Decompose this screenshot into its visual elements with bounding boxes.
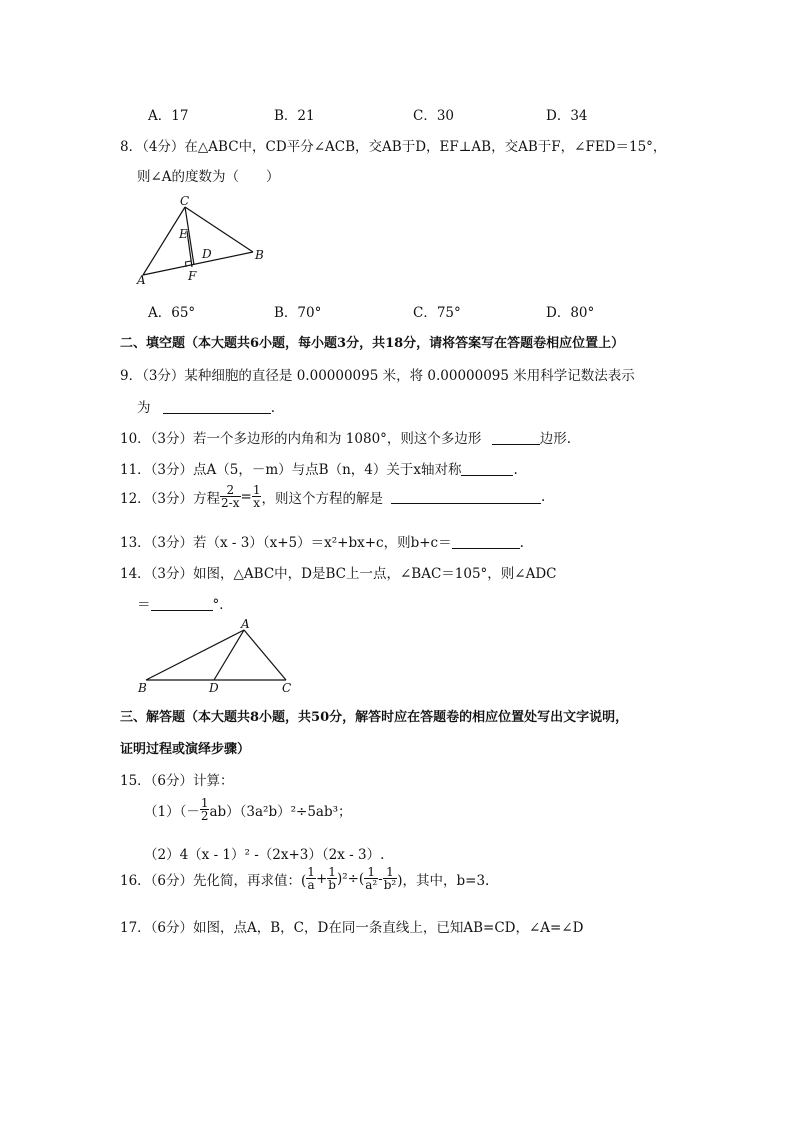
q10-line [120,427,571,447]
q14-line2 [137,593,233,613]
q14-line2-post: °． [212,597,233,613]
q12-fraction-right [252,484,262,509]
section2-heading: 二、填空题（本大题共6小题，每小题3分，共18分，请将答案写在答题卷相应位置上） [120,336,625,351]
q7-option-d: D．34 [546,108,588,124]
q11-answer-blank[interactable] [461,461,513,476]
section3-heading-line1: 三、解答题（本大题共8小题，共50分，解答时应在答题卷的相应位置处写出文字说明， [120,710,629,725]
q16-f2-den: b [328,878,336,892]
q13-line [120,531,524,551]
q9-answer-blank[interactable] [163,399,271,414]
q16-post: )，其中，b=3. [397,872,490,889]
side-cb [185,207,253,252]
q15-p1-frac-num: 1 [200,796,209,810]
q13-post: . [519,535,524,551]
q15-p1-pre: （1）（－ [144,803,200,820]
q15-part2: （2）4（x - 1）² -（2x+3）（2x - 3）. [144,847,385,863]
q8-option-d: D．80° [546,305,595,321]
label-c: C [282,681,292,695]
q16-f4-num: 1 [383,866,398,879]
q12-pre: 12．（3分）方程 [120,490,221,507]
q16-plus: + [315,870,328,887]
q8-option-b: B．70° [274,305,322,321]
q11-post: . [513,462,518,478]
q8-option-c: C．75° [413,305,461,321]
q16-mid: )²÷( [336,870,365,887]
q14-triangle-figure [132,618,302,698]
label-d: D [202,247,212,261]
q16-f2-num: 1 [328,865,336,879]
q16-f3-den: a² [365,878,378,892]
q16-f1-den: a [307,878,315,892]
side-ab [143,252,253,275]
side-ca [143,207,185,275]
q7-option-b: B．21 [274,108,315,124]
q10-answer-blank[interactable] [492,430,540,445]
q8-line1: 8．（4分）在△ABC中，CD平分∠ACB，交AB于D，EF⊥AB，交AB于F，∠FED＝15°， [120,139,667,155]
q16-frac1 [306,866,316,891]
q13-answer-blank[interactable] [452,534,520,549]
q9-line2-pre: 为 [137,400,151,416]
q16-f1-num: 1 [307,865,315,879]
q12-eq: = [240,488,252,505]
label-b: B [255,248,264,262]
q9-line2-post: . [270,400,276,416]
side-ac [244,630,286,680]
q15-part1 [144,797,352,822]
label-a: A [137,273,146,287]
section3-heading-line2: 证明过程或演绎步骤） [120,742,251,757]
label-b: B [138,681,147,695]
q12-line [120,484,545,509]
q12-fraction-left [220,484,240,509]
q16-f4-den: b² [383,878,397,892]
q16-frac4 [383,866,398,891]
q8-triangle-figure [130,192,280,292]
q10-pre: 10．（3分）若一个多边形的内角和为 1080°，则这个多边形 [120,431,482,447]
q11-pre: 11．（3分）点A（5，－m）与点B（n，4）关于x轴对称 [120,462,462,478]
q16-f3-num: 1 [364,866,378,879]
q15-p1-fraction [200,797,210,822]
q9-line2 [137,396,275,416]
q12-frac2-den: x [253,496,261,510]
q14-line1: 14．（3分）如图，△ABC中，D是BC上一点，∠BAC＝105°，则∠ADC [120,566,557,582]
q11-line [120,458,518,478]
q14-answer-blank[interactable] [151,596,213,611]
q7-option-a: A．17 [148,108,189,124]
q12-frac2-num: 1 [252,483,261,497]
q16-minus: - [378,870,383,887]
q16-pre: 16．（6分）先化简，再求值：( [120,872,307,889]
q17-line: 17．（6分）如图，点A，B，C，D在同一条直线上，已知AB=CD，∠A=∠D [120,920,584,936]
q16-frac2 [327,866,337,891]
label-e: E [179,227,188,241]
q15-title: 15．（6分）计算： [120,773,234,789]
q12-frac1-num: 2 [220,484,240,497]
q15-p1-post: ab）（3a²b）²÷5ab³； [209,803,352,820]
label-f: F [188,269,197,283]
q16-line [120,866,489,891]
label-d: D [209,681,219,695]
q14-line2-pre: ＝ [137,597,151,613]
q7-option-c: C．30 [413,108,455,124]
q15-p1-frac-den: 2 [200,809,209,823]
q13-pre: 13．（3分）若（x - 3）（x+5）＝x²+bx+c，则b+c＝ [120,535,452,551]
q12-post: . [540,488,546,505]
label-a: A [241,618,250,631]
q16-frac3 [364,866,378,891]
q8-option-a: A．65° [148,305,196,321]
q12-answer-blank[interactable] [391,489,541,504]
q8-line2: 则∠A的度数为（ ） [137,169,280,185]
q12-mid: ，则这个方程的解是 [261,490,383,507]
q9-line1: 9．（3分）某种细胞的直径是 0.00000095 米，将 0.00000095 米用科学记数法表示 [120,368,635,384]
label-c: C [180,194,190,208]
q12-frac1-den: 2-x [221,496,240,510]
q10-post: 边形. [539,431,572,447]
